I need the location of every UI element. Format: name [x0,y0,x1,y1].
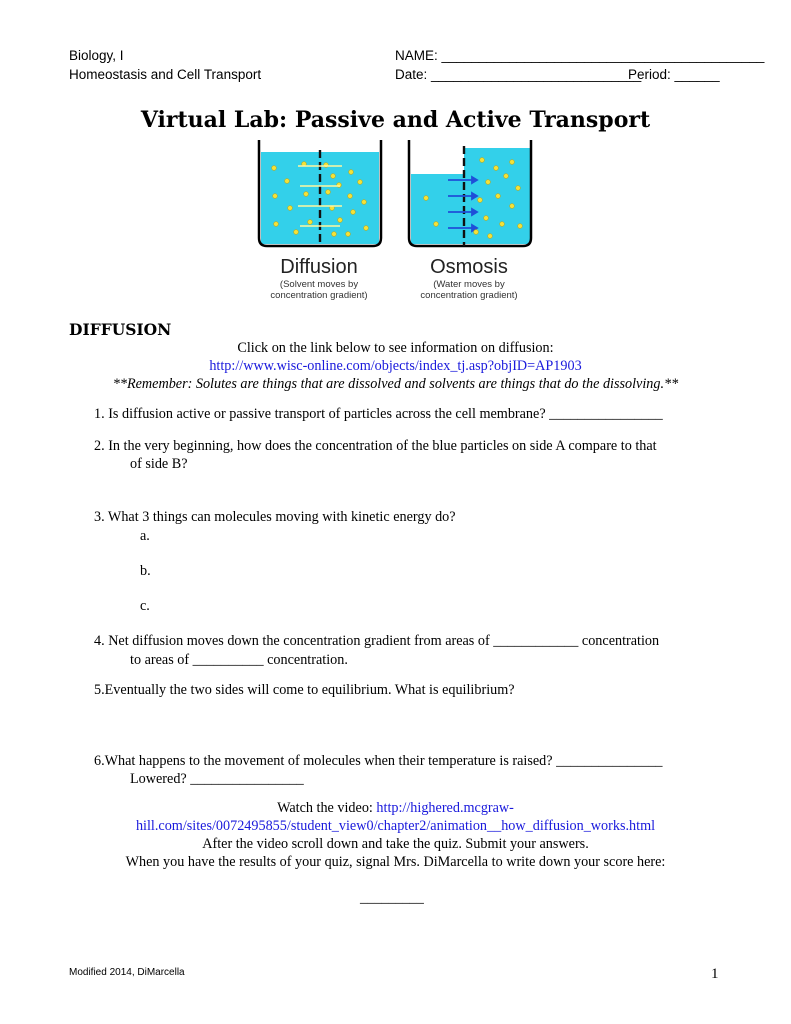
question-1: 1. Is diffusion active or passive transport of particles across the cell membrane? ________________ [94,406,663,422]
osmosis-label: Osmosis [430,256,508,278]
quiz-instruction: After the video scroll down and take the quiz. Submit your answers. [202,836,589,852]
question-4-line-2: to areas of __________ concentration. [130,652,348,668]
question-6-line-2: Lowered? ________________ [130,771,304,787]
diffusion-beaker [259,140,381,246]
course-name: Biology, I [69,48,124,63]
score-blank: _________ [360,890,424,906]
name-field: NAME: ___________________________________________ [395,48,765,63]
diffusion-caption-1: (Solvent moves by [279,279,359,290]
intro-text: Click on the link below to see information on diffusion: [237,340,554,356]
question-5: 5.Eventually the two sides will come to equilibrium. What is equilibrium? [94,682,515,698]
figure-labels [270,256,517,301]
question-2-line-1: 2. In the very beginning, how does the concentration of the blue particles on side A compare to that [94,438,657,454]
question-2-line-2: of side B? [130,456,188,472]
question-6-line-1: 6.What happens to the movement of molecules when their temperature is raised? _______________ [94,753,663,769]
question-3-c: c. [140,598,150,614]
osmosis-caption-1: (Water moves by [433,279,505,290]
video-link-part-1[interactable]: http://highered.mcgraw- [376,800,514,816]
question-3: 3. What 3 things can molecules moving with kinetic energy do? [94,509,456,525]
video-link-part-2[interactable]: hill.com/sites/0072495855/student_view0/chapter2/animation__how_diffusion_works.html [135,818,656,834]
remember-note: **Remember: Solutes are things that are dissolved and solvents are things that do the dissolving.** [112,376,679,392]
video-prefix: Watch the video: [277,800,377,816]
footer-modified: Modified 2014, DiMarcella [69,967,185,978]
question-3-a: a. [140,528,150,544]
video-instruction [0,799,791,817]
section-heading: DIFFUSION [69,320,172,339]
diffusion-osmosis-figure [240,138,540,308]
date-field: Date: ____________________________ [395,67,642,82]
score-instruction: When you have the results of your quiz, signal Mrs. DiMarcella to write down your score here: [125,854,666,870]
question-3-b: b. [140,563,151,579]
diffusion-info-link[interactable]: http://www.wisc-online.com/objects/index_tj.asp?objID=AP1903 [209,358,582,374]
unit-name: Homeostasis and Cell Transport [69,67,262,82]
page-title: Virtual Lab: Passive and Active Transport [140,107,651,133]
osmosis-beaker [409,140,531,246]
page-number: 1 [711,966,719,982]
question-4-line-1: 4. Net diffusion moves down the concentration gradient from areas of ____________ concentration [94,633,660,649]
period-field: Period: ______ [628,67,720,82]
osmosis-caption-2: concentration gradient) [420,290,518,301]
diffusion-label: Diffusion [280,256,358,278]
diffusion-caption-2: concentration gradient) [270,290,368,301]
